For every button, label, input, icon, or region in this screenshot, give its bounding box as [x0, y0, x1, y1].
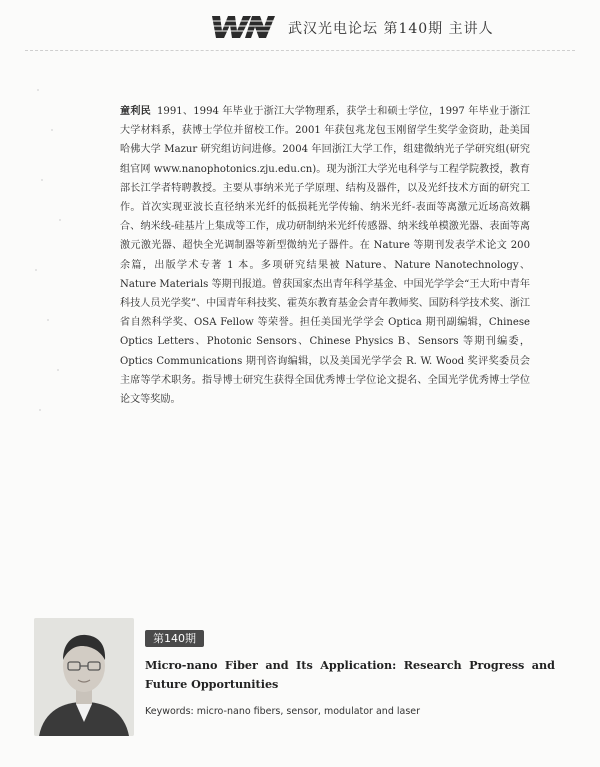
forum-title: 武汉光电论坛 第140期 主讲人: [288, 21, 494, 37]
speaker-portrait: [34, 618, 134, 736]
wne-logo-icon: [208, 13, 282, 41]
talk-section: [20, 610, 580, 755]
bio-text: 1991、1994 年毕业于浙江大学物理系，获学士和硕士学位，1997 年毕业于浙江大学材料系，获博士学位并留校工作。2001 年获包兆龙包玉刚留学生奖学金资助，赴美国哈佛大学 Mazur 研究组访问进修。2004 年回浙江大学工作，组建微纳光子学研究组(研究组官网 www.nanophotonics.zju.edu.cn)。现为浙江大学光电科学与工程学院教授，教育部长江学者特聘教授。主要从事纳米光子学原理、结构及器件，以及光纤技术方面的研究工作。首次实现亚波长直径纳米光纤的低损耗光学传输、纳米光纤-表面等离激元近场高效耦合、纳米线-硅基片上集成等工作，成功研制纳米光纤传感器、纳米线单模激光器、表面等离激元激光器、超快全光调制器等新型微纳光子器件。在 Nature 等期刊发表学术论文 200 余篇，出版学术专著 1 本。多项研究结果被 Nature、Nature Nanotechnology、Nature Materials 等期刊报道。曾获国家杰出青年科学基金、中国光学学会“王大珩中青年科技人员光学奖”、中国青年科技奖、霍英东教育基金会青年教师奖、国防科学技术奖、浙江省自然科学奖、OSA Fellow 等荣誉。担任美国光学学会 Optica 期刊副编辑，Chinese Optics Letters、Photonic Sensors、Chinese Physics B、Sensors 等期刊编委，Optics Communications 期刊咨询编辑，以及美国光学学会 R. W. Wood 奖评奖委员会主席等学术职务。指导博士研究生获得全国优秀博士学位论文提名、全国光学优秀博士学位论文等奖励。: [120, 106, 531, 406]
talk-keywords: Keywords: micro-nano fibers, sensor, modulator and laser: [145, 706, 421, 717]
speaker-name: 童利民: [120, 106, 151, 117]
portrait-icon: [34, 618, 134, 736]
talk-title: Micro-nano Fiber and Its Application: Research Progress and Future Opportunities: [145, 658, 555, 691]
page-header: [200, 10, 560, 44]
header-divider: [25, 50, 575, 51]
speaker-bio: [120, 102, 530, 409]
issue-badge: 第140期: [145, 630, 204, 647]
decorative-dots: [30, 70, 70, 430]
